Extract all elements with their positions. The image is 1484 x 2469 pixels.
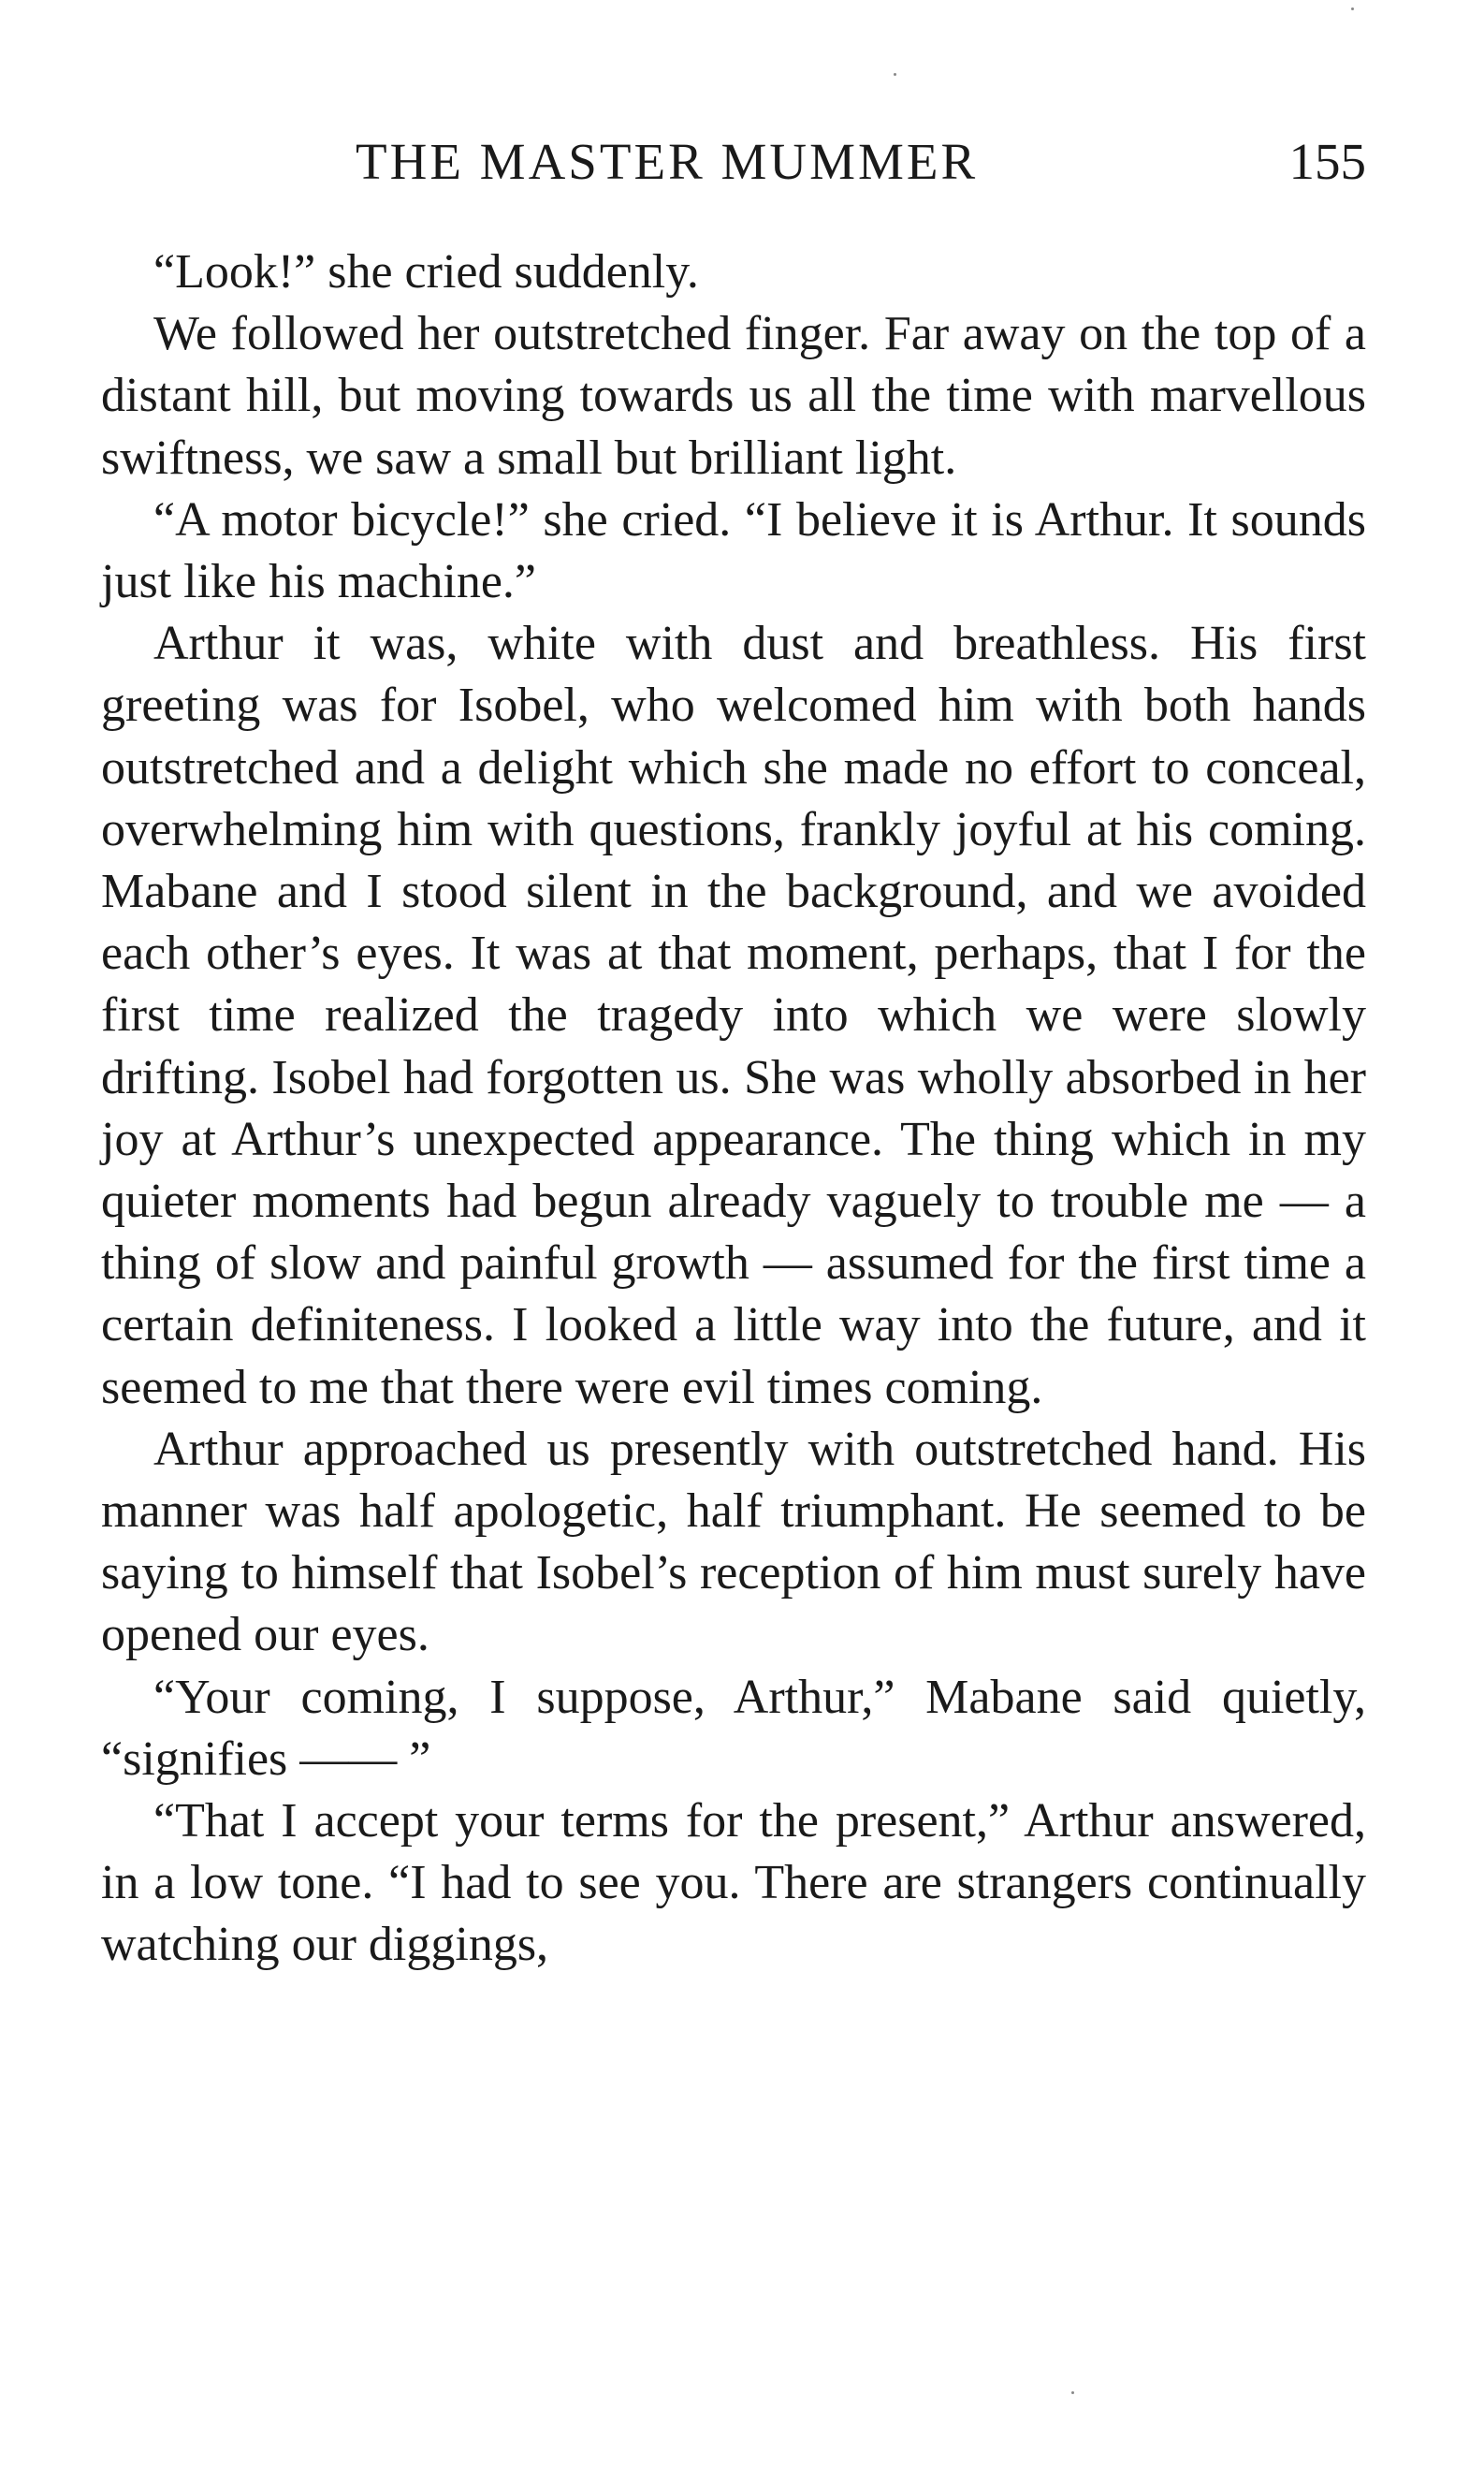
paragraph: “Your coming, I suppose, Arthur,” Mabane said quietly, “signifies —— ”	[101, 1670, 1366, 1786]
paper-speck	[894, 73, 896, 76]
running-title: THE MASTER MUMMER	[356, 133, 979, 190]
paper-speck	[1351, 7, 1354, 10]
running-header	[101, 129, 1366, 195]
paragraph: “Look!” she cried suddenly.	[153, 245, 699, 299]
paragraph: Arthur it was, white with dust and breathless. His first greeting was for Isobel, who welcomed him with both hands outstretched and a delight which she made no effort to conceal, overwhelming him with questions, frankly joyful at his coming. Mabane and I stood silent in the background, and we avoided each other’s eyes. It was at that moment, perhaps, that I for the first time realized the tragedy into which we were slowly drifting. Isobel had forgotten us. She was wholly absorbed in her joy at Arthur’s unexpected appearance. The thing which in my quieter moments had begun already vaguely to trouble me — a thing of slow and painful growth — assumed for the first time a certain definiteness. I looked a little way into the future, and it seemed to me that there were evil times coming.	[101, 617, 1366, 1414]
paragraph: “That I accept your terms for the present,” Arthur answered, in a low tone. “I had to see you. There are strangers continually watching our diggings,	[101, 1794, 1366, 1972]
page-number: 155	[1288, 133, 1366, 190]
paragraph: “A motor bicycle!” she cried. “I believe it is Arthur. It sounds just like his machine.”	[101, 492, 1366, 609]
paragraph: We followed her outstretched finger. Far away on the top of a distant hill, but moving towards us all the time with marvellous swiftness, we saw a small but brilliant light.	[101, 307, 1366, 485]
body-text	[101, 241, 1366, 1977]
paragraph: Arthur approached us presently with outstretched hand. His manner was half apologetic, half triumphant. He seemed to be saying to himself that Isobel’s reception of him must surely have opened our eyes.	[101, 1422, 1366, 1662]
paper-speck	[1071, 2391, 1074, 2394]
